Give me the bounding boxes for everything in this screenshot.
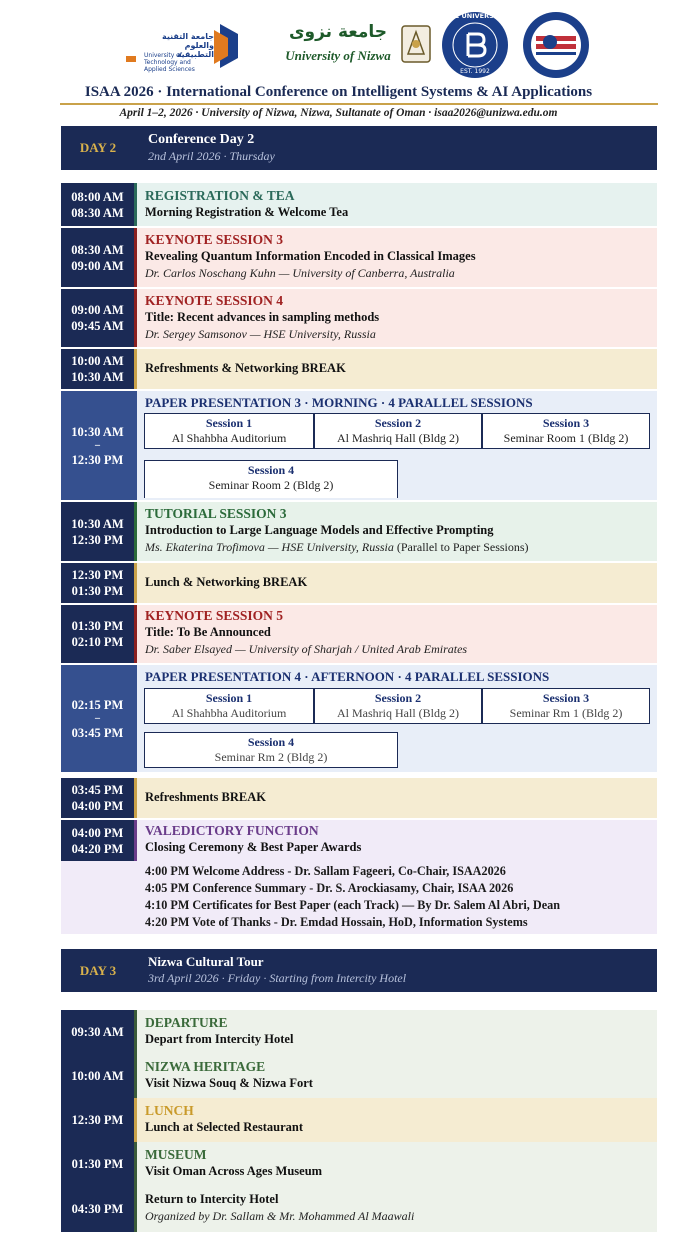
time-cell [61,349,134,389]
schedule-row-break [134,349,657,389]
row-title: Lunch & Networking BREAK [145,575,308,589]
row-title: Revealing Quantum Information Encoded in Classical Images [145,249,476,263]
session-3-box [482,413,650,449]
time-dash: – [95,439,100,451]
time-start: 09:00 AM [71,303,124,317]
time-cell [61,563,134,603]
time-end: 08:30 AM [71,205,124,220]
time-start: 10:00 AM [71,1069,124,1083]
row-heading: KEYNOTE SESSION 5 [145,608,284,623]
title-rule [60,103,658,105]
time-end: 02:10 PM [71,635,124,649]
time-cell [61,1142,134,1186]
row-heading: KEYNOTE SESSION 4 [145,293,284,308]
row-speaker: Dr. Sergey Samsonov — HSE University, Russia [145,327,376,341]
time-end: 09:00 AM [71,258,124,273]
session-room: Seminar Rm 2 (Bldg 2) [214,750,328,764]
tour-row-departure [134,1010,657,1054]
time-cell [61,665,134,772]
row-heading: MUSEUM [145,1147,207,1162]
time-cell [61,605,134,663]
session-room: Seminar Room 1 (Bldg 2) [503,431,629,445]
hse-ring-text: HSE UNIVERSITY [444,12,506,20]
time-cell [61,502,134,561]
session-4-box [144,460,398,498]
time-start: 08:30 AM [71,242,124,257]
row-heading: LUNCH [145,1103,194,1118]
session-1-box [144,688,314,724]
valedictory-item: 4:10 PM Certificates for Best Paper (each Track) — By Dr. Salem Al Abri, Dean [145,898,560,912]
time-start: 04:00 PM [71,825,124,840]
row-title: Title: Recent advances in sampling methods [145,310,380,324]
session-1-box [144,413,314,449]
valedictory-item: 4:05 PM Conference Summary - Dr. S. Arockiasamy, Chair, ISAA 2026 [145,881,514,895]
row-title: Visit Oman Across Ages Museum [145,1164,323,1178]
row-speaker-note: (Parallel to Paper Sessions) [396,540,529,554]
row-title: Depart from Intercity Hotel [145,1032,294,1046]
session-4-box [144,732,398,768]
time-start: 12:30 PM [71,568,124,582]
time-cell [61,289,134,347]
utas-arabic: جامعة التقنية والعلوم التطبيقية [161,32,214,59]
time-start: 10:30 AM [71,424,124,439]
row-title: Title: To Be Announced [145,625,271,639]
time-start: 09:30 AM [71,1025,124,1039]
time-end: 09:45 AM [71,319,124,333]
time-start: 10:30 AM [71,516,124,531]
day2-subtitle: 2nd April 2026 · Thursday [148,149,275,163]
session-2-box [314,688,482,724]
hse-logo [440,10,510,80]
time-start: 08:00 AM [71,189,124,204]
session-room: Al Mashriq Hall (Bldg 2) [337,431,459,445]
session-room: Seminar Room 2 (Bldg 2) [208,478,334,492]
row-title: Visit Nizwa Souq & Nizwa Fort [145,1076,313,1090]
day3-subtitle: 3rd April 2026 · Friday · Starting from Intercity Hotel [148,971,407,985]
schedule-row-tutorial3 [134,502,657,561]
session-name: Session 2 [374,416,422,430]
valedictory-item: 4:00 PM Welcome Address - Dr. Sallam Fageeri, Co-Chair, ISAA2026 [145,864,506,878]
schedule-row-break2 [134,778,657,818]
time-cell [61,1010,134,1054]
row-heading: DEPARTURE [145,1015,228,1030]
time-cell [61,228,134,287]
partner-logo [520,10,592,85]
row-heading: KEYNOTE SESSION 3 [145,232,284,247]
row-heading: PAPER PRESENTATION 3 · MORNING · 4 PARALLEL SESSIONS [145,395,533,410]
row-title: Introduction to Large Language Models and Effective Prompting [145,523,494,537]
time-cell [61,778,134,818]
time-end: 12:30 PM [71,452,124,467]
day3-banner [61,949,657,992]
time-end: 12:30 PM [71,532,124,547]
day2-banner [61,126,657,170]
session-name: Session 4 [247,463,295,477]
session-name: Session 3 [542,416,590,430]
day3-label: DAY 3 [79,962,117,978]
row-speaker: Ms. Ekaterina Trofimova — HSE University, Russia [145,540,394,554]
time-cell [61,391,134,500]
session-room: Seminar Rm 1 (Bldg 2) [509,706,623,720]
time-cell [61,183,134,226]
session-room: Al Shahbha Auditorium [171,706,287,720]
valedictory-items [134,861,657,934]
schedule-row-keynote3 [134,228,657,287]
day2-title: Conference Day 2 [148,132,255,147]
time-end: 01:30 PM [71,584,124,598]
time-end: 04:20 PM [71,841,124,856]
session-room: Al Shahbha Auditorium [171,431,287,445]
row-speaker: Dr. Carlos Noschang Kuhn — University of Canberra, Australia [145,266,455,280]
session-name: Session 2 [374,691,422,705]
hse-est: EST. 1992 [460,68,490,75]
row-heading: PAPER PRESENTATION 4 · AFTERNOON · 4 PARALLEL SESSIONS [145,669,550,684]
time-start: 01:30 PM [71,619,124,633]
schedule-row-lunch [134,563,657,603]
row-heading: REGISTRATION & TEA [145,188,295,203]
time-cell [61,820,134,861]
nizwa-logo [278,20,434,70]
time-cell [61,1054,134,1098]
row-title: Refreshments & Networking BREAK [145,361,346,375]
time-end: 10:30 AM [71,370,124,384]
tour-row-return [134,1186,657,1232]
row-note: Organized by Dr. Sallam & Mr. Mohammed Al Maawali [145,1209,415,1223]
session-2-box [314,413,482,449]
schedule-row-keynote4 [134,289,657,347]
schedule-row-keynote5 [134,605,657,663]
page-subtitle: April 1–2, 2026 · University of Nizwa, Nizwa, Sultanate of Oman · isaa2026@unizwa.edu.om [119,107,558,119]
time-cell [61,1098,134,1142]
time-dash: – [95,712,100,724]
logo-strip [0,10,677,80]
time-start: 01:30 PM [71,1157,124,1171]
time-end: 03:45 PM [71,725,124,740]
tour-row-museum [134,1142,657,1186]
row-heading: NIZWA HERITAGE [145,1059,266,1074]
time-cell [61,1186,134,1232]
session-name: Session 1 [205,691,253,705]
page-title: ISAA 2026 · International Conference on Intelligent Systems & AI Applications [84,84,593,100]
time-start: 02:15 PM [71,697,124,712]
time-start: 03:45 PM [71,783,124,797]
session-room: Al Mashriq Hall (Bldg 2) [337,706,459,720]
row-title: Refreshments BREAK [145,790,266,804]
time-start: 12:30 PM [71,1113,124,1127]
row-heading: TUTORIAL SESSION 3 [145,506,287,521]
schedule-row-valedictory [134,820,657,861]
row-title: Return to Intercity Hotel [145,1192,279,1206]
time-start: 04:30 PM [71,1202,124,1216]
nizwa-arabic: جامعة نزوى [288,22,388,42]
row-title: Morning Registration & Welcome Tea [145,205,349,219]
time-start: 10:00 AM [71,354,124,368]
row-speaker: Dr. Saber Elsayed — University of Sharjah / United Arab Emirates [145,642,468,656]
nizwa-english: University of Nizwa [285,48,391,63]
row-speaker-line [145,539,657,556]
utas-logo [124,18,242,73]
partner-logo-mark [520,10,592,80]
session-name: Session 4 [247,735,295,749]
utas-english: University of Technology and Applied Sciences [144,52,195,73]
row-heading: VALEDICTORY FUNCTION [145,823,319,838]
schedule-row-registration [134,183,657,226]
session-name: Session 1 [205,416,253,430]
row-title: Lunch at Selected Restaurant [145,1120,303,1134]
row-title: Closing Ceremony & Best Paper Awards [145,840,362,854]
nizwa-crest-icon [400,24,432,64]
day3-title: Nizwa Cultural Tour [148,954,264,969]
time-end: 04:00 PM [71,799,124,813]
session-3-box [482,688,650,724]
tour-row-lunch [134,1098,657,1142]
valedictory-item: 4:20 PM Vote of Thanks - Dr. Emdad Hossain, HoD, Information Systems [145,915,528,929]
tour-row-heritage [134,1054,657,1098]
session-name: Session 3 [542,691,590,705]
valedictory-spacer [61,861,134,934]
day2-label: DAY 2 [79,140,117,155]
